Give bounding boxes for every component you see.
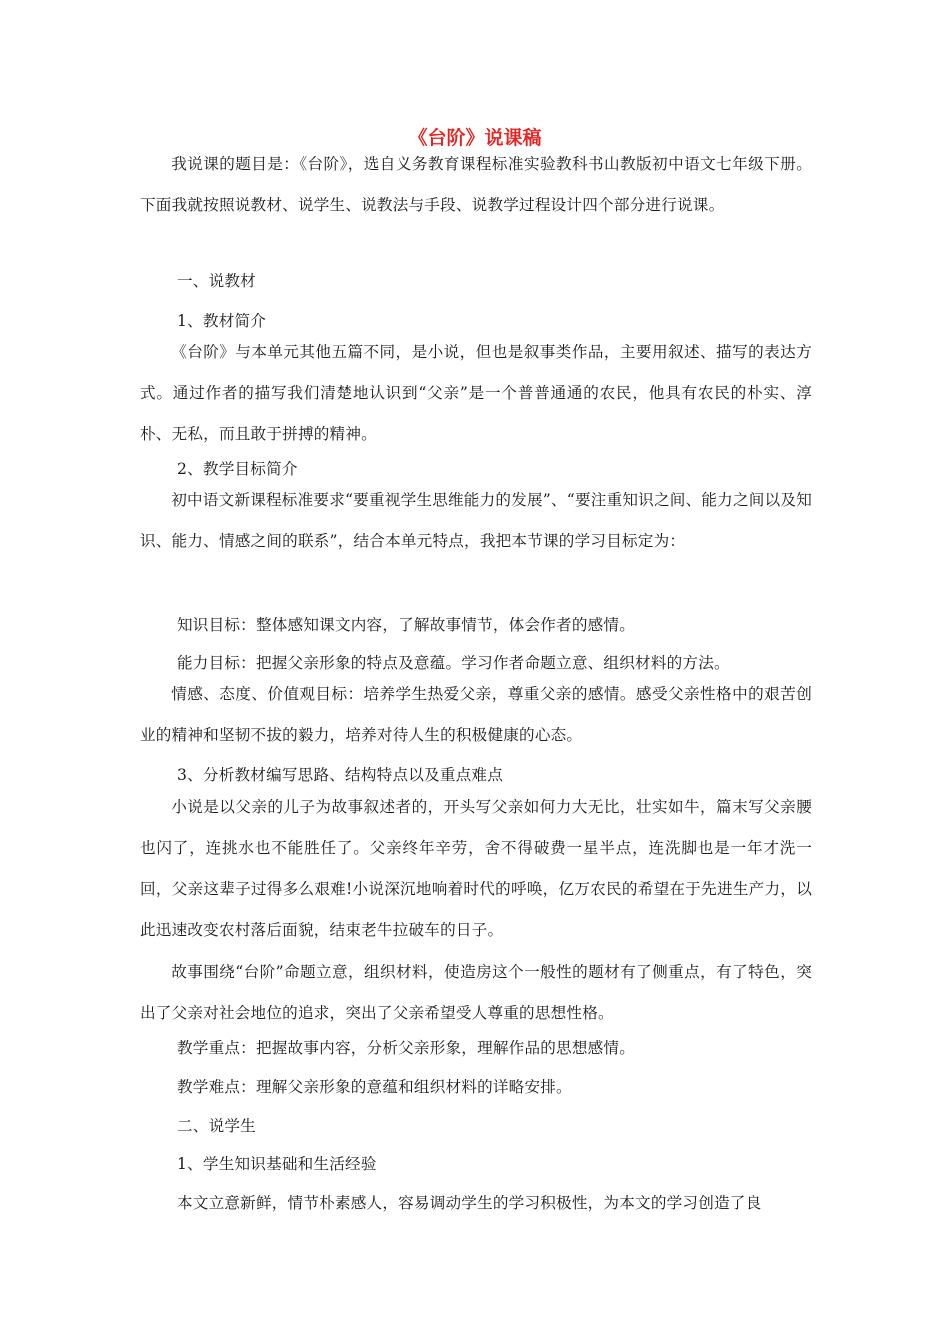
knowledge-goal: 知识目标：整体感知课文内容，了解故事情节，体会作者的感情。 <box>177 616 636 634</box>
teaching-goals-paragraph: 初中语文新课程标准要求“要重视学生思维能力的发展”、“要注重知识之间、能力之间以及知识、能力、情感之间的联系”，结合本单元特点，我把本节课的学习目标定为： <box>140 491 812 550</box>
ability-goal: 能力目标：把握父亲形象的特点及意蕴。学习作者命题立意、组织材料的方法。 <box>177 654 730 672</box>
teaching-difficult-point: 教学难点：理解父亲形象的意蕴和组织材料的详略安排。 <box>177 1078 572 1096</box>
subheading-textbook-intro: 1、教材简介 <box>177 312 267 330</box>
teaching-key-point: 教学重点：把握故事内容，分析父亲形象，理解作品的思想感情。 <box>177 1039 636 1057</box>
section-heading-students: 二、说学生 <box>177 1117 256 1135</box>
analysis-paragraph-2: 故事围绕“台阶”命题立意，组织材料，使造房这个一般性的题材有了侧重点，有了特色，突出了父亲对社会地位的追求，突出了父亲希望受人尊重的思想性格。 <box>140 963 812 1022</box>
emotion-goal-paragraph: 情感、态度、价值观目标：培养学生热爱父亲，尊重父亲的感情。感受父亲性格中的艰苦创业的精神和坚韧不拔的毅力，培养对待人生的积极健康的心态。 <box>140 685 812 744</box>
intro-paragraph: 我说课的题目是：《台阶》，选自义务教育课程标准实验教科书山教版初中语文七年级下册。下面我就按照说教材、说学生、说教法与手段、说教学过程设计四个部分进行说课。 <box>140 155 812 214</box>
analysis-paragraph-1: 小说是以父亲的儿子为故事叙述者的，开头写父亲如何力大无比，壮实如牛，篇末写父亲腰也闪了，连挑水也不能胜任了。父亲终年辛劳，舍不得破费一星半点，连洗脚也是一年才洗一回，父亲这辈子过得多么艰难!小说深沉地响着时代的呼唤，亿万农民的希望在于先进生产力，以此迅速改变农村落后面貌，结束老牛拉破车的日子。 <box>140 798 812 939</box>
subheading-analysis: 3、分析教材编写思路、结构特点以及重点难点 <box>177 766 503 784</box>
subheading-student-knowledge: 1、学生知识基础和生活经验 <box>177 1155 377 1173</box>
subheading-teaching-goals: 2、教学目标简介 <box>177 460 298 478</box>
textbook-intro-paragraph: 《台阶》与本单元其他五篇不同，是小说，但也是叙事类作品，主要用叙述、描写的表达方式。通过作者的描写我们清楚地认识到“父亲”是一个普普通通的农民，他具有农民的朴实、淳朴、无私，而且敢于拼搏的精神。 <box>140 343 812 443</box>
section-heading-textbook: 一、说教材 <box>177 272 256 290</box>
document-title: 《台阶》说课稿 <box>408 127 542 149</box>
student-knowledge-paragraph: 本文立意新鲜，情节朴素感人，容易调动学生的学习积极性，为本文的学习创造了良 <box>177 1194 762 1212</box>
